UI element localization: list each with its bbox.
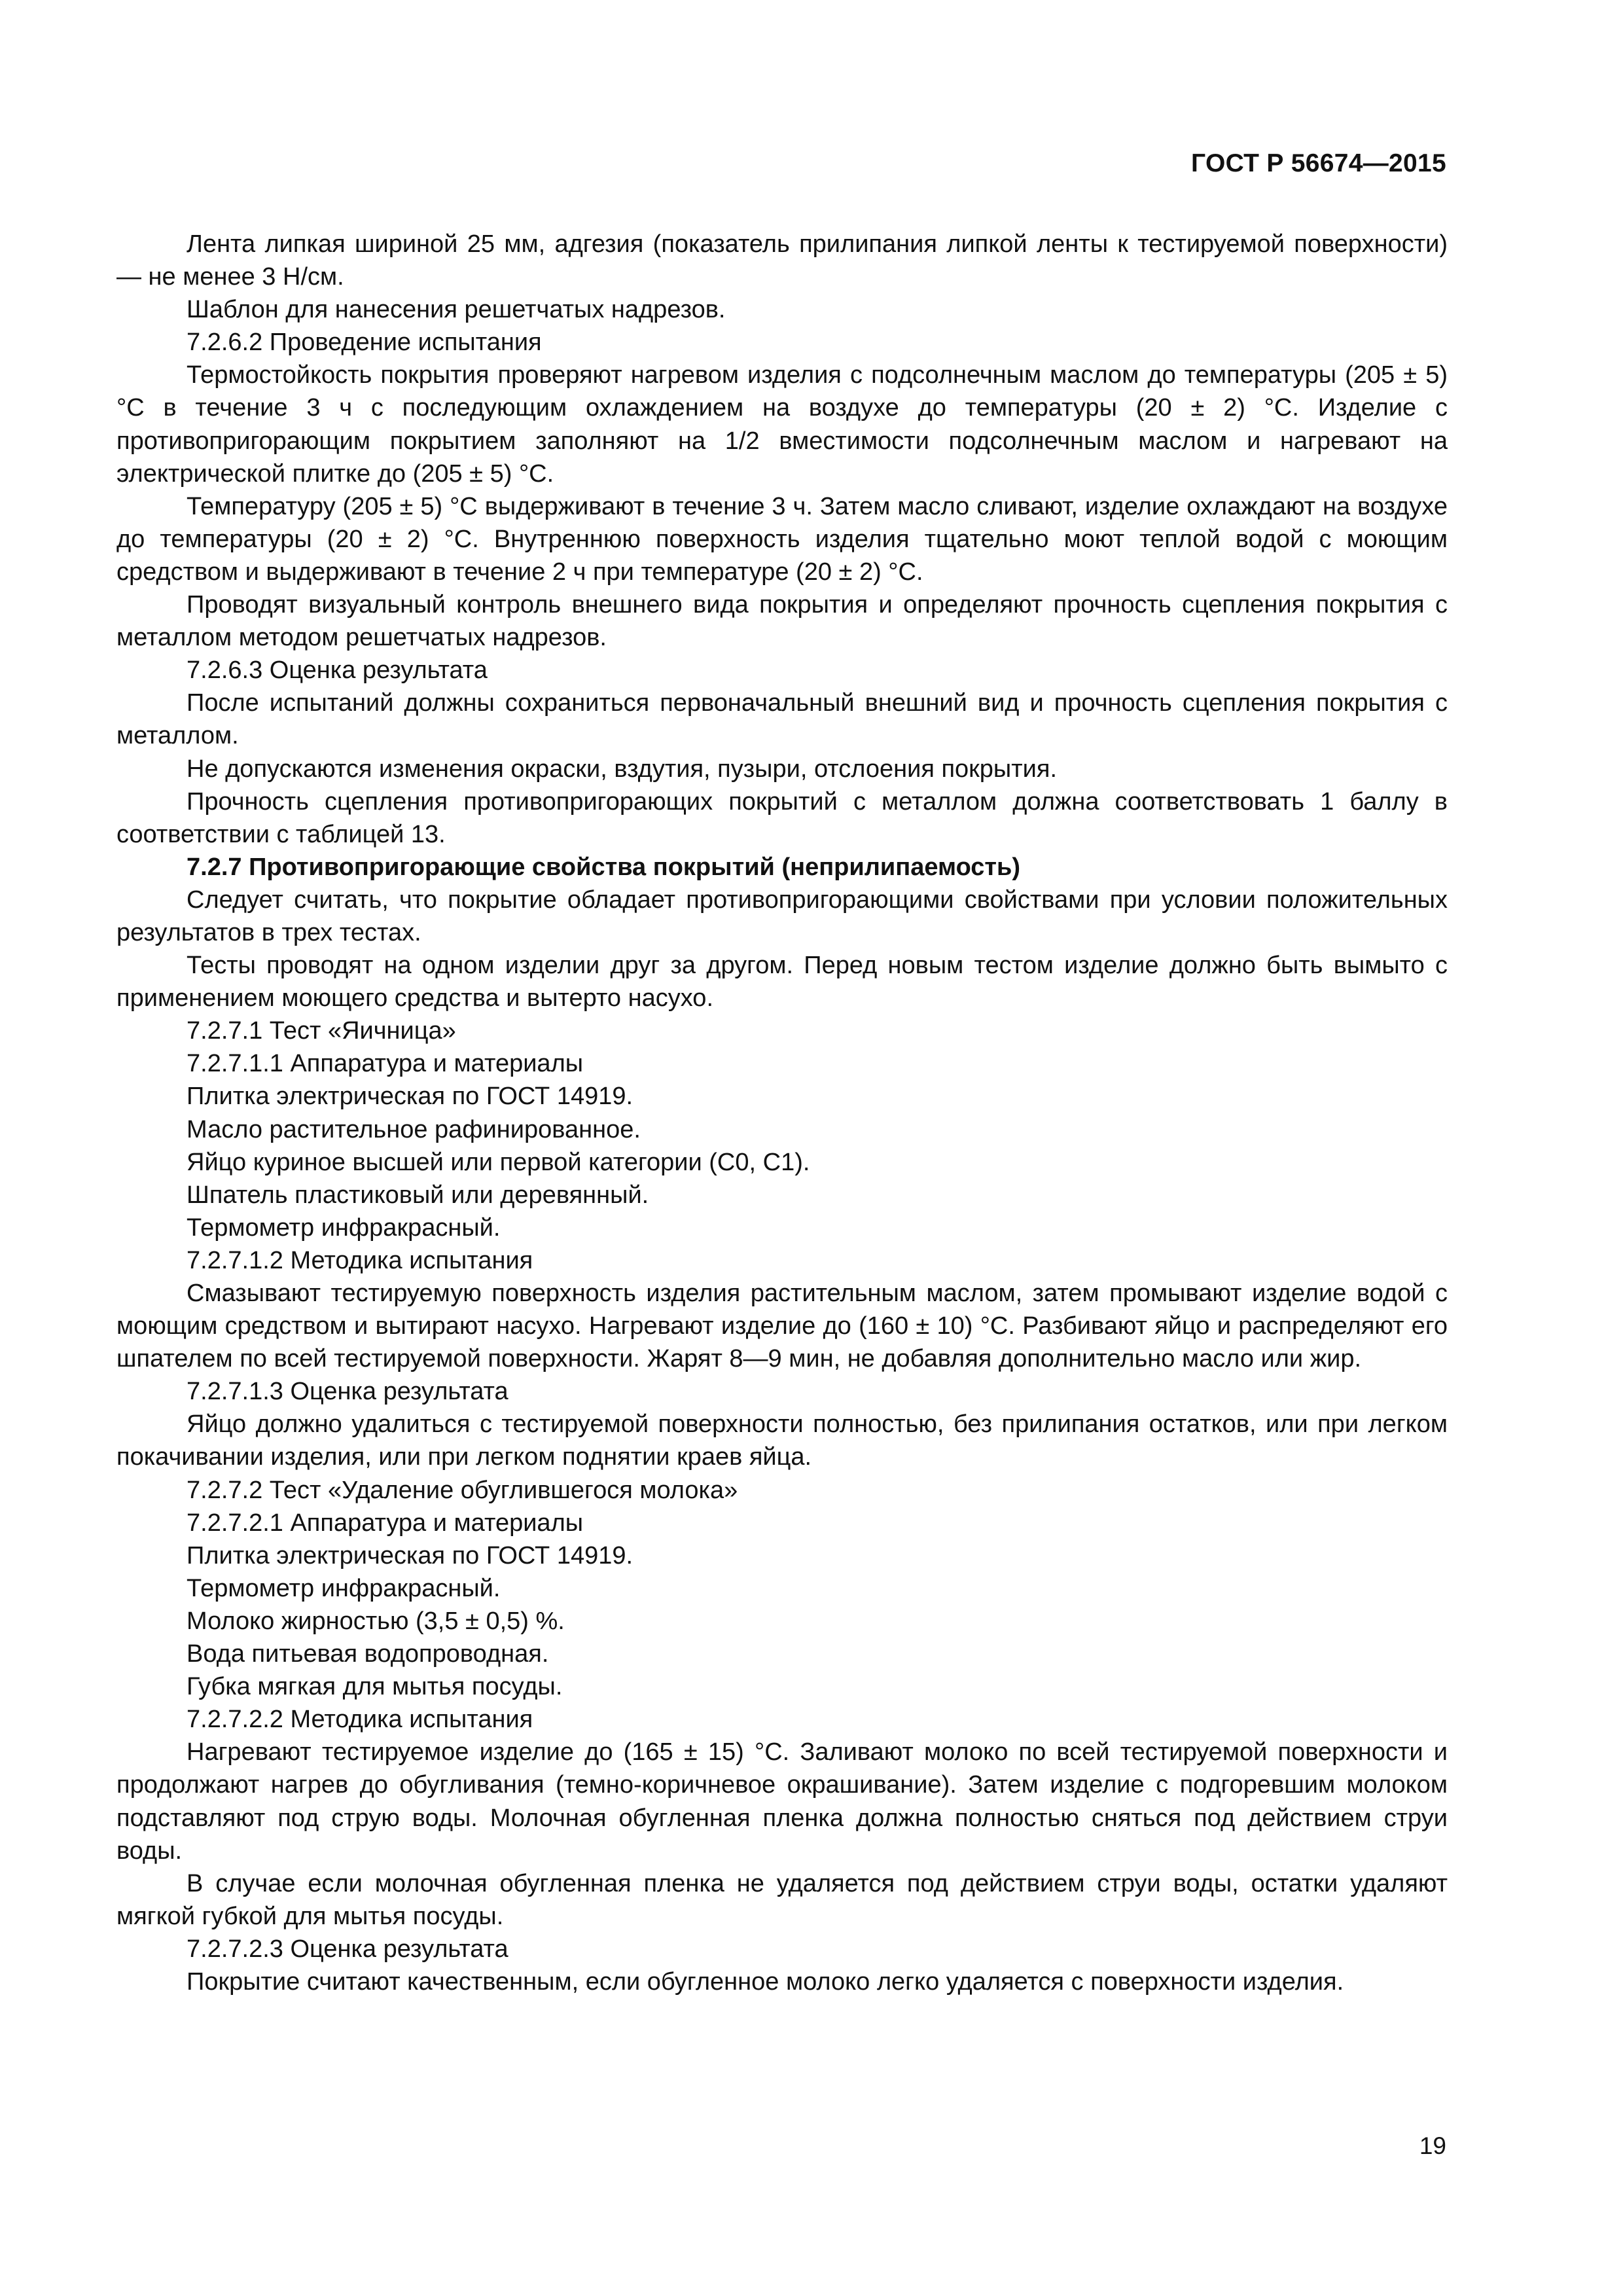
section-heading: 7.2.7 Противопригорающие свойства покрытий (неприлипаемость) [187,853,1021,881]
paragraph: Плитка электрическая по ГОСТ 14919. [187,1083,633,1111]
paragraph: Не допускаются изменения окраски, вздутия, пузыри, отслоения покрытия. [187,755,1057,783]
paragraph: Шаблон для нанесения решетчатых надрезов. [187,296,726,324]
paragraph: Яйцо должно удалиться с тестируемой поверхности полностью, без прилипания остатков, или при легком покачивании изделия, или при легком поднятии краев яйца. [116,1410,1448,1471]
paragraph: Проводят визуальный контроль внешнего вида покрытия и определяют прочность сцепления покрытия с металлом методом решетчатых надрезов. [116,591,1448,652]
paragraph: Губка мягкая для мытья посуды. [187,1673,563,1701]
paragraph: 7.2.6.3 Оценка результата [187,656,488,685]
paragraph: Термостойкость покрытия проверяют нагревом изделия с подсолнечным маслом до температуры (205 ± 5) °С в течение 3 ч с последующим охлаждением на воздухе до температуры (20 ± 2) °С. Изделие с противопригорающим покрытием заполняют на 1/2 вместимости подсолнечным маслом и нагревают на электрической плитке до (205 ± 5) °С. [116,361,1448,488]
paragraph: 7.2.7.2.1 Аппаратура и материалы [187,1509,584,1537]
paragraph: Термометр инфракрасный. [187,1213,501,1242]
paragraph: Покрытие считают качественным, если обугленное молоко легко удаляется с поверхности изделия. [187,1967,1344,1996]
paragraph: 7.2.7.2.3 Оценка результата [187,1935,508,1963]
paragraph: Яйцо куриное высшей или первой категории (С0, С1). [187,1148,810,1176]
paragraph: Термометр инфракрасный. [187,1574,501,1602]
paragraph: Следует считать, что покрытие обладает противопригорающими свойствами при условии положительных результатов в трех тестах. [116,886,1448,946]
paragraph: 7.2.7.2 Тест «Удаление обуглившегося молока» [187,1476,738,1504]
document-code-header: ГОСТ Р 56674—2015 [1191,149,1446,177]
paragraph: 7.2.6.2 Проведение испытания [187,329,542,357]
page-number: 19 [1419,2132,1446,2159]
paragraph: Лента липкая шириной 25 мм, адгезия (показатель прилипания липкой ленты к тестируемой поверхности) — не менее 3 Н/см. [116,230,1448,291]
paragraph: Масло растительное рафинированное. [187,1115,641,1143]
paragraph: 7.2.7.1.3 Оценка результата [187,1378,508,1406]
paragraph: 7.2.7.1.1 Аппаратура и материалы [187,1050,584,1078]
paragraph: Плитка электрическая по ГОСТ 14919. [187,1541,633,1570]
paragraph: В случае если молочная обугленная пленка не удаляется под действием струи воды, остатки удаляют мягкой губкой для мытья посуды. [116,1869,1448,1930]
paragraph: Смазывают тестируемую поверхность изделия растительным маслом, затем промывают изделие водой с моющим средством и вытирают насухо. Нагревают изделие до (160 ± 10) °С. Разбивают яйцо и распределяют его шпателем по всей тестируемой поверхности. Жарят 8—9 мин, не добавляя дополнительно масло или жир. [116,1280,1448,1373]
paragraph: 7.2.7.1 Тест «Яичница» [187,1017,456,1045]
paragraph: Температуру (205 ± 5) °С выдерживают в течение 3 ч. Затем масло сливают, изделие охлаждают на воздухе до температуры (20 ± 2) °С. Внутреннюю поверхность изделия тщательно моют теплой водой с моющим средством и выдерживают в течение 2 ч при температуре (20 ± 2) °С. [116,492,1448,586]
paragraph: Нагревают тестируемое изделие до (165 ± 15) °С. Заливают молоко по всей тестируемой поверхности и продолжают нагрев до обугливания (темно-коричневое окрашивание). Затем изделие с подгоревшим молоком подставляют под струю воды. Молочная обугленная пленка должна полностью сняться под действием струи воды. [116,1738,1448,1865]
paragraph: Тесты проводят на одном изделии друг за другом. Перед новым тестом изделие должно быть вымыто с применением моющего средства и вытерто насухо. [116,952,1448,1013]
paragraph: Вода питьевая водопроводная. [187,1640,549,1668]
paragraph: Молоко жирностью (3,5 ± 0,5) %. [187,1607,565,1635]
paragraph: 7.2.7.1.2 Методика испытания [187,1246,533,1274]
paragraph: После испытаний должны сохраниться первоначальный внешний вид и прочность сцепления покрытия с металлом. [116,689,1448,750]
paragraph: Прочность сцепления противопригорающих покрытий с металлом должна соответствовать 1 баллу в соответствии с таблицей 13. [116,787,1448,848]
document-body [116,228,1448,1998]
paragraph: Шпатель пластиковый или деревянный. [187,1181,649,1209]
paragraph: 7.2.7.2.2 Методика испытания [187,1706,533,1734]
